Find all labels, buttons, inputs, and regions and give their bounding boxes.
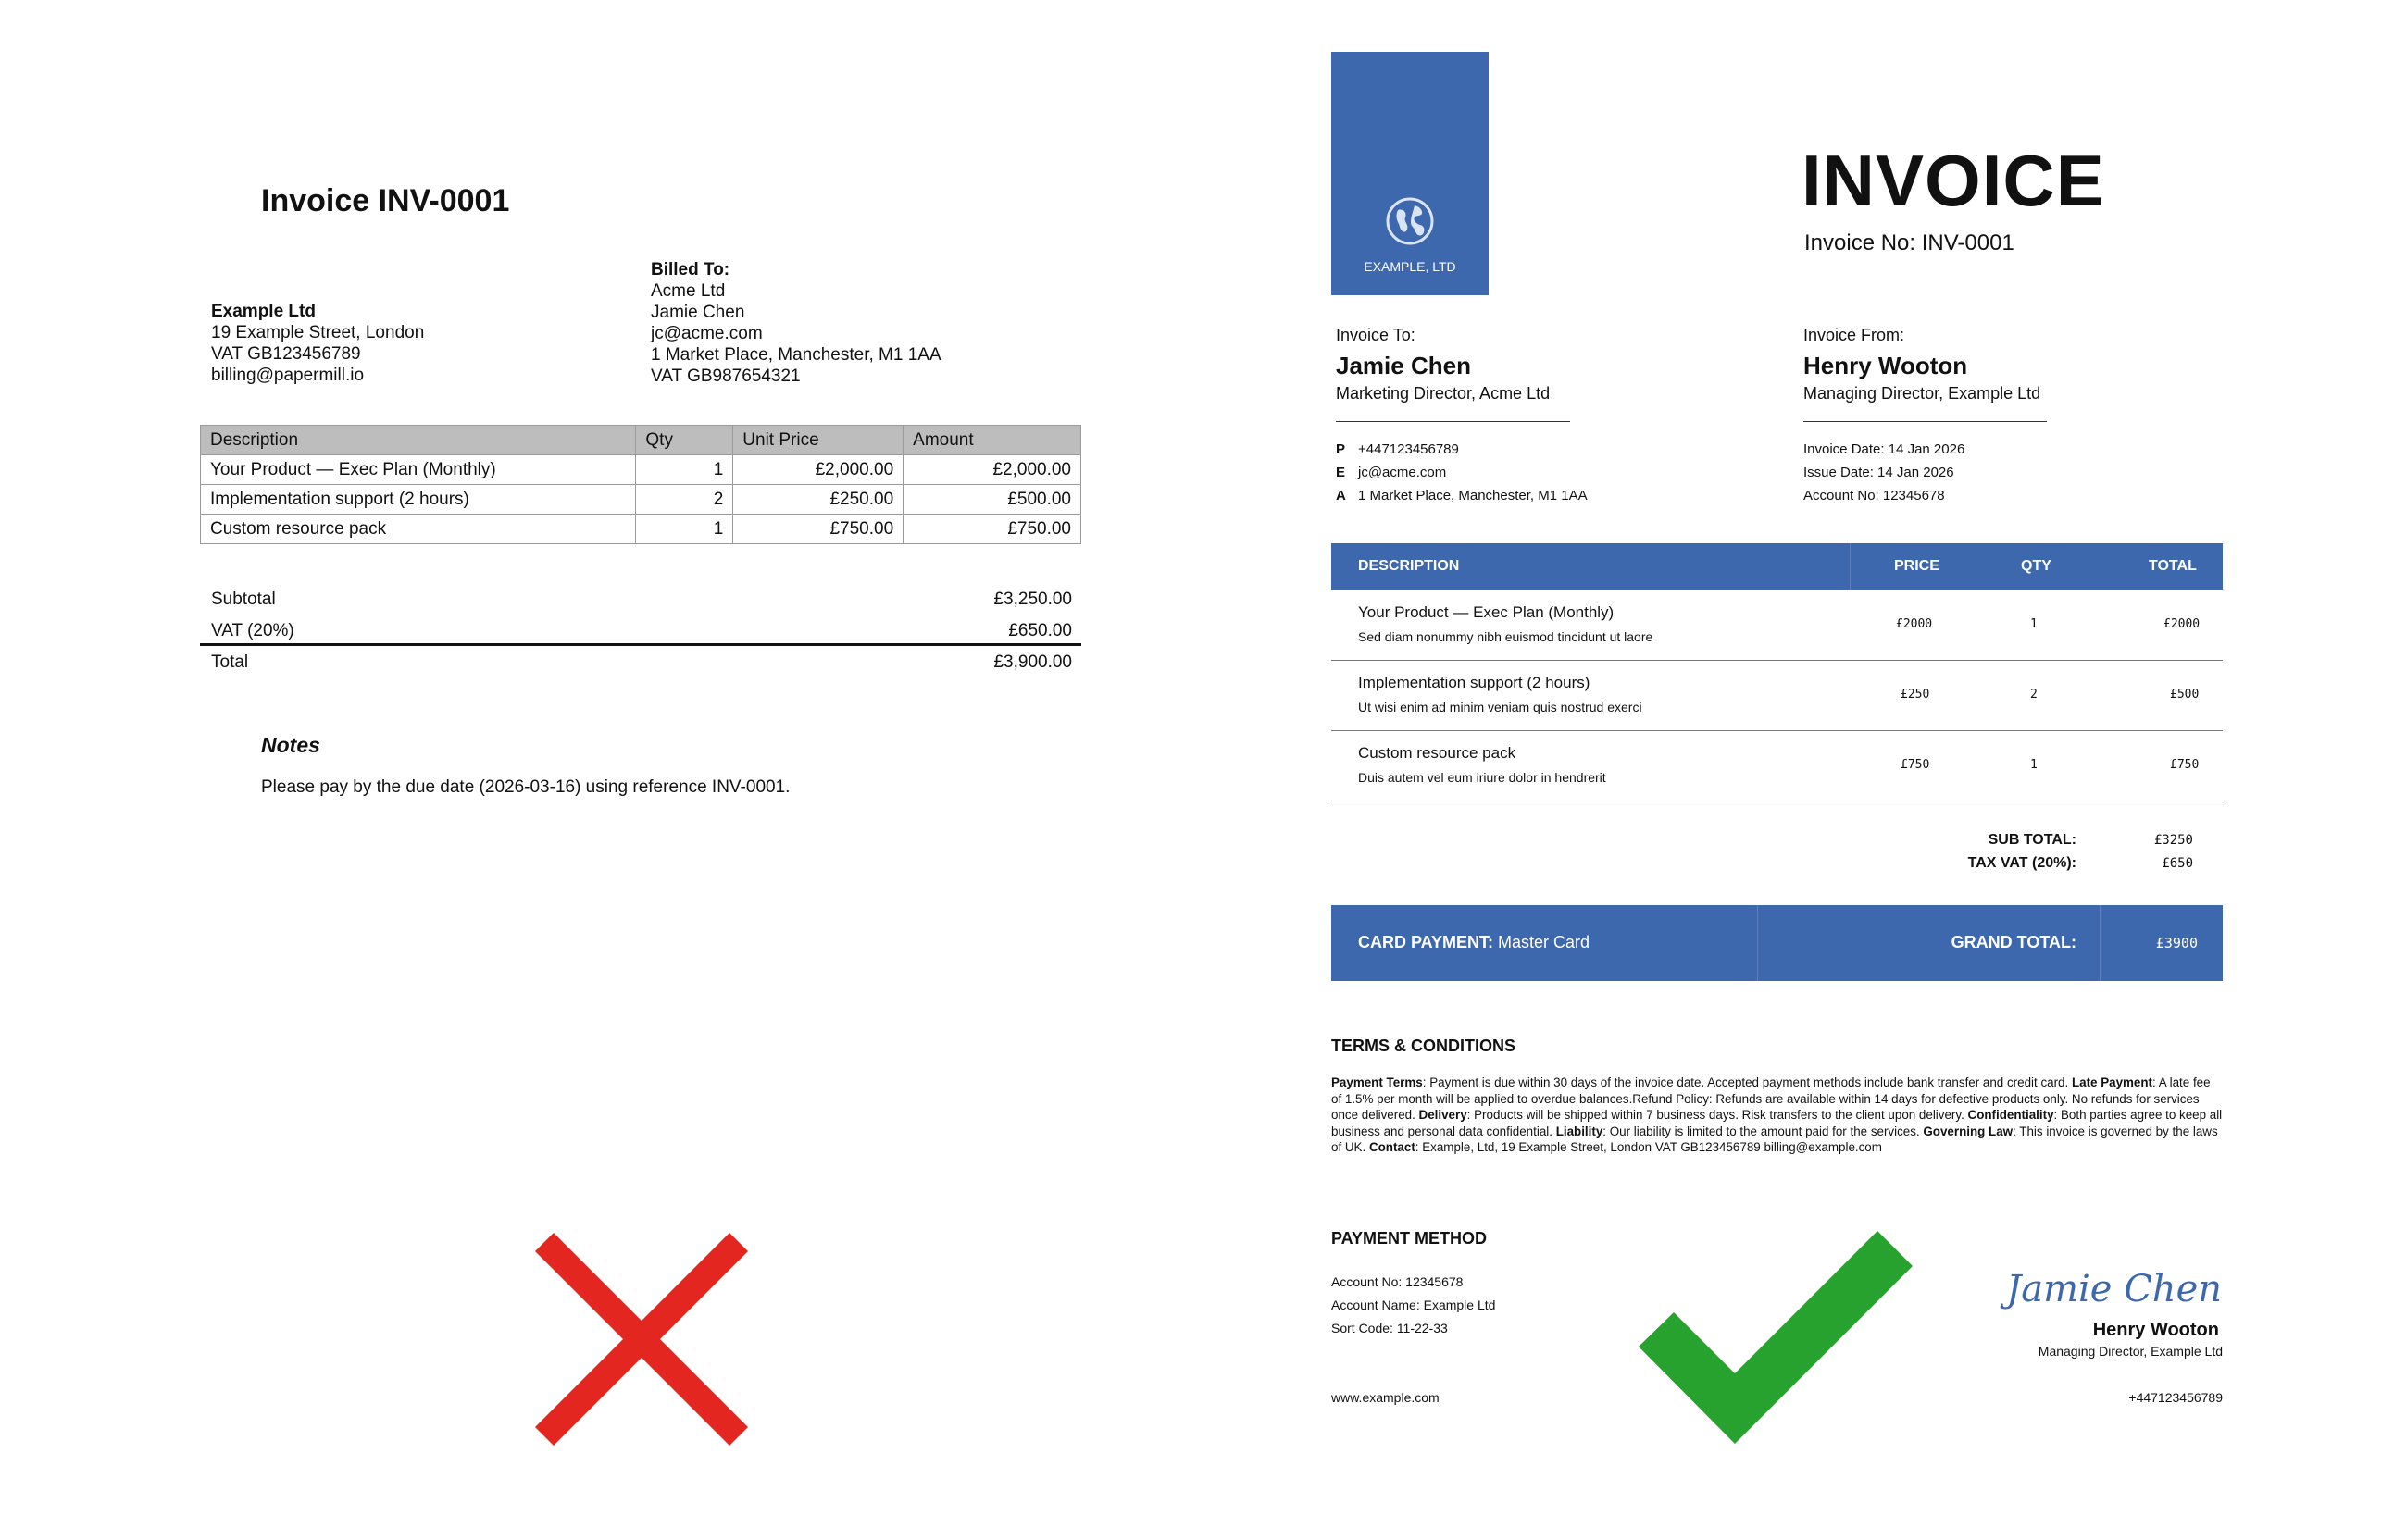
payment-method-heading: PAYMENT METHOD: [1331, 1229, 1488, 1248]
col-header-total: TOTAL: [2149, 558, 2197, 574]
vat-row: [211, 621, 1072, 641]
billed-to-contact: Jamie Chen: [651, 303, 745, 322]
invoice-to-label: Invoice To:: [1336, 326, 1415, 344]
billed-to-block: [651, 259, 941, 387]
cell-qty: 2: [636, 485, 733, 515]
item-total: £750: [2170, 758, 2200, 772]
invoice-from-label: Invoice From:: [1803, 326, 1905, 344]
pm-account-name: Account Name: Example Ltd: [1331, 1298, 1496, 1312]
cell-unit-price: £2,000.00: [733, 455, 904, 485]
pm-sort-code: Sort Code: 11-22-33: [1331, 1321, 1448, 1335]
check-mark-icon: [1639, 1231, 1916, 1448]
billed-to-company: Acme Ltd: [651, 281, 726, 301]
delivery-key: Delivery: [1418, 1108, 1467, 1123]
late-payment-key: Late Payment: [2071, 1075, 2153, 1089]
table-row: [201, 485, 1081, 515]
item-qty: 1: [2030, 758, 2038, 772]
invoice-from-role: Managing Director, Example Ltd: [1803, 384, 2041, 403]
col-header-qty: QTY: [2021, 558, 2051, 574]
confidentiality-key: Confidentiality: [1967, 1108, 2054, 1123]
item-qty: 2: [2030, 688, 2038, 702]
payment-bar-divider: [1757, 905, 1758, 981]
seller-email: billing@papermill.io: [211, 366, 365, 385]
card-payment-value: Master Card: [1498, 933, 1590, 951]
billed-to-address: 1 Market Place, Manchester, M1 1AA: [651, 345, 941, 365]
col-header-unit-price: Unit Price: [733, 426, 904, 455]
logo-text: EXAMPLE, LTD: [1364, 259, 1456, 274]
invoice-number: Invoice No: INV-0001: [1804, 230, 2014, 255]
subtotal-label: Subtotal: [211, 590, 276, 609]
item-detail: Ut wisi enim ad minim veniam quis nostrud exerci: [1358, 700, 1642, 714]
item-price: £2000: [1896, 617, 1933, 631]
card-payment: [1358, 933, 1590, 952]
cell-amount: £750.00: [904, 515, 1081, 544]
payment-bar-divider: [2100, 905, 2101, 981]
invoice-to-email: [1336, 465, 1446, 480]
cell-unit-price: £750.00: [733, 515, 904, 544]
cell-description: Your Product — Exec Plan (Monthly): [201, 455, 636, 485]
item-total: £500: [2170, 688, 2200, 702]
total-row: [211, 652, 1072, 673]
item-qty: 1: [2030, 617, 2038, 631]
cell-amount: £2,000.00: [904, 455, 1081, 485]
sub-total-value: £3250: [2153, 833, 2193, 848]
totals-divider: [200, 643, 1081, 646]
contact-text: : Example, Ltd, 19 Example Street, London VAT GB123456789 billing@example.com: [1415, 1140, 1882, 1155]
late-payment-text: : A late fee of 1.5% per month will be applied to overdue balances.Refund Policy: Refunds are available within 14 days for defective products only. No refunds for services once delivered.: [1331, 1075, 2211, 1123]
seller-name: Example Ltd: [211, 302, 316, 321]
item-detail: Duis autem vel eum iriure dolor in hendrerit: [1358, 770, 1606, 785]
tax-value: £650: [2162, 856, 2193, 871]
liability-key: Liability: [1555, 1124, 1603, 1138]
cell-qty: 1: [636, 515, 733, 544]
terms-heading: TERMS & CONDITIONS: [1331, 1037, 1516, 1055]
cell-description: Implementation support (2 hours): [201, 485, 636, 515]
signatory-name: Henry Wooton: [2092, 1320, 2219, 1340]
cell-description: Custom resource pack: [201, 515, 636, 544]
items-table-header: [1331, 543, 2223, 590]
item-detail: Sed diam nonummy nibh euismod tincidunt ut laore: [1358, 629, 1653, 644]
invoice-from-divider: [1803, 421, 2047, 422]
card-payment-label: CARD PAYMENT:: [1358, 933, 1494, 951]
col-header-description: DESCRIPTION: [1358, 558, 1460, 574]
footer-phone: +447123456789: [2128, 1390, 2223, 1405]
header-divider: [1850, 543, 1851, 590]
plain-invoice-title: Invoice INV-0001: [261, 183, 510, 218]
cell-amount: £500.00: [904, 485, 1081, 515]
issue-date: Issue Date: 14 Jan 2026: [1803, 465, 1954, 480]
table-row: [201, 515, 1081, 544]
invoice-title: INVOICE: [1802, 140, 2105, 221]
seller-block: [211, 301, 424, 386]
total-label: Total: [211, 652, 249, 672]
table-header-row: [201, 426, 1081, 455]
billed-to-vat: VAT GB987654321: [651, 366, 801, 386]
payment-terms-key: Payment Terms: [1331, 1075, 1423, 1089]
phone-value: +447123456789: [1358, 441, 1459, 457]
email-value: jc@acme.com: [1358, 465, 1447, 480]
governing-law-key: Governing Law: [1923, 1124, 2014, 1138]
globe-icon: [1385, 196, 1435, 246]
col-header-description: Description: [201, 426, 636, 455]
table-row: [1331, 590, 2223, 661]
invoice-to-role: Marketing Director, Acme Ltd: [1336, 384, 1551, 403]
delivery-text: : Products will be shipped within 7 business days. Risk transfers to the client upon delivery.: [1466, 1108, 1968, 1123]
invoice-to-divider: [1336, 421, 1570, 422]
item-total: £2000: [2163, 617, 2201, 631]
contact-key: Contact: [1368, 1140, 1415, 1155]
pm-account-no: Account No: 12345678: [1331, 1274, 1464, 1289]
notes-text: Please pay by the due date (2026-03-16) using reference INV-0001.: [261, 777, 791, 797]
liability-text: : Our liability is limited to the amount paid for the services.: [1602, 1124, 1924, 1138]
notes-heading: Notes: [261, 733, 320, 757]
grand-total-value: £3900: [2155, 935, 2198, 951]
item-description: Implementation support (2 hours): [1358, 674, 1590, 691]
footer-website: www.example.com: [1331, 1390, 1440, 1405]
table-row: [1331, 730, 2223, 801]
confidentiality-text: : Both parties agree to keep all business and personal data confidential.: [1331, 1108, 2223, 1138]
plain-line-items-table: [200, 425, 1081, 544]
subtotal-value: £3,250.00: [993, 590, 1072, 609]
item-description: Custom resource pack: [1358, 744, 1516, 762]
sub-total-label: SUB TOTAL:: [1988, 832, 2076, 848]
signatory-title: Managing Director, Example Ltd: [2038, 1344, 2223, 1359]
grand-total-label: GRAND TOTAL:: [1951, 933, 2076, 951]
payment-bar: [1331, 905, 2223, 981]
address-value: 1 Market Place, Manchester, M1 1AA: [1358, 488, 1588, 503]
item-price: £250: [1901, 688, 1930, 702]
payment-terms-text: : Payment is due within 30 days of the invoice date. Accepted payment methods include bank transfer and credit card.: [1422, 1075, 2072, 1089]
invoice-from-name: Henry Wooton: [1803, 352, 1968, 379]
tax-label: TAX VAT (20%):: [1967, 855, 2076, 871]
subtotal-row: [211, 590, 1072, 610]
item-price: £750: [1901, 758, 1930, 772]
col-header-price: PRICE: [1894, 558, 1939, 574]
billed-to-email: jc@acme.com: [651, 324, 763, 343]
table-row: [201, 455, 1081, 485]
seller-address: 19 Example Street, London: [211, 323, 425, 342]
vat-label: VAT (20%): [211, 621, 294, 640]
cross-mark-icon: [535, 1233, 748, 1446]
total-value: £3,900.00: [993, 652, 1072, 672]
company-logo: [1331, 52, 1489, 295]
seller-vat: VAT GB123456789: [211, 344, 361, 364]
invoice-to-phone: [1336, 441, 1459, 457]
col-header-amount: Amount: [904, 426, 1081, 455]
cell-qty: 1: [636, 455, 733, 485]
address-key: A: [1336, 488, 1346, 503]
account-number: Account No: 12345678: [1803, 488, 1945, 503]
table-row: [1331, 660, 2223, 731]
cell-unit-price: £250.00: [733, 485, 904, 515]
item-description: Your Product — Exec Plan (Monthly): [1358, 603, 1615, 621]
invoice-to-name: Jamie Chen: [1336, 352, 1471, 379]
vat-value: £650.00: [1008, 621, 1072, 640]
phone-key: P: [1336, 441, 1346, 457]
billed-to-label: Billed To:: [651, 260, 730, 279]
email-key: E: [1336, 465, 1346, 480]
governing-law-text: : This invoice is governed by the laws of UK.: [1331, 1124, 2218, 1155]
terms-text: [1331, 1074, 2223, 1156]
invoice-date: Invoice Date: 14 Jan 2026: [1803, 441, 1965, 457]
handwritten-signature: Jamie Chen: [2006, 1268, 2222, 1310]
invoice-to-address: [1336, 488, 1588, 503]
col-header-qty: Qty: [636, 426, 733, 455]
